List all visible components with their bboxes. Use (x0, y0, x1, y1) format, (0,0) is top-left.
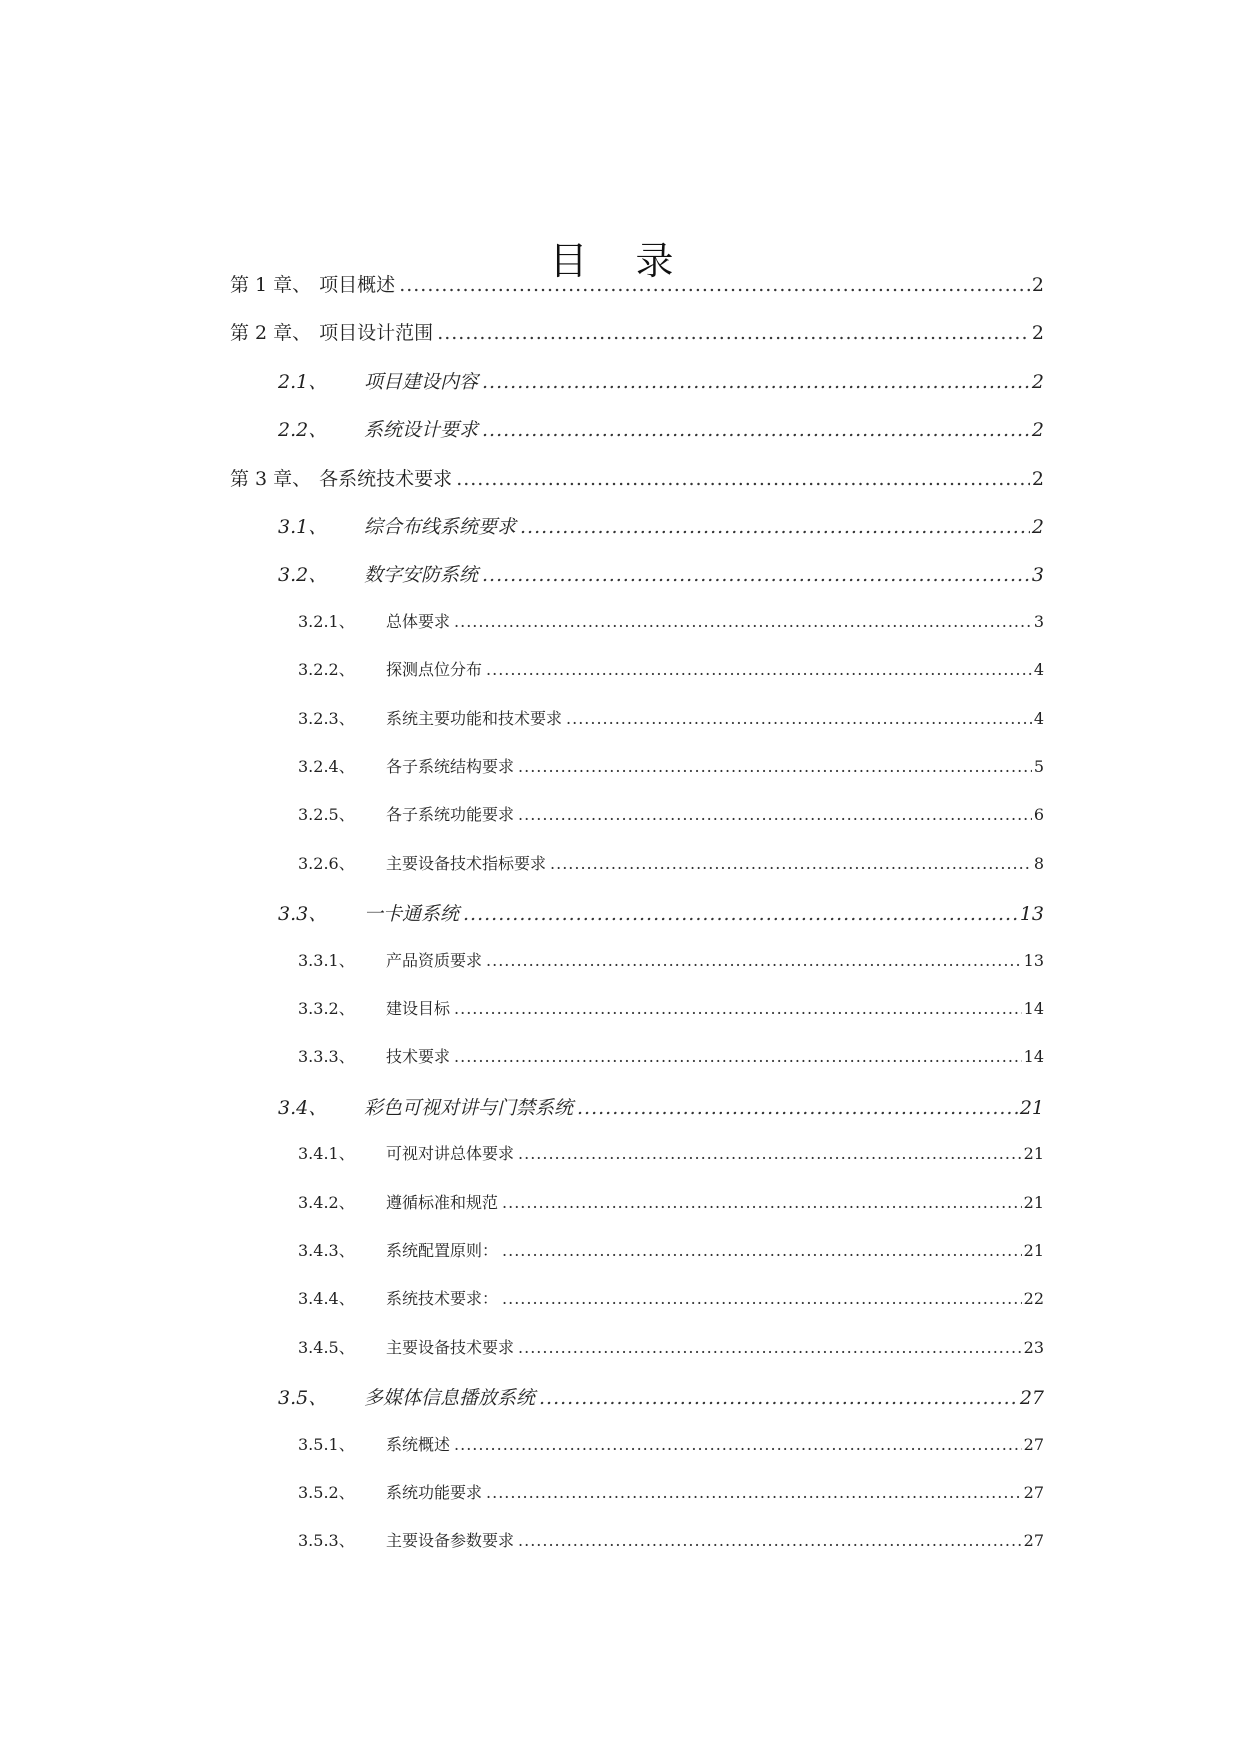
toc-entry-label: 各系统技术要求 (319, 467, 453, 490)
toc-entry-page-number: 2 (1031, 419, 1044, 442)
toc-entry-page-number: 27 (1019, 1387, 1044, 1410)
toc-dot-leader (550, 854, 1032, 873)
toc-entry[interactable] (298, 1190, 1044, 1220)
toc-entry-label: 项目建设内容 (364, 370, 479, 393)
toc-entry-page-number: 4 (1033, 660, 1044, 680)
toc-entry-page-number: 21 (1019, 1096, 1044, 1119)
toc-entry-label: 系统技术要求： (386, 1289, 499, 1309)
toc-entry[interactable] (278, 1383, 1044, 1413)
toc-entry-label: 各子系统结构要求 (386, 757, 515, 776)
toc-entry-number: 3.3.3、 (298, 1047, 355, 1067)
toc-dot-leader (399, 274, 1030, 296)
toc-entry[interactable] (298, 1286, 1044, 1316)
toc-entry-label: 数字安防系统 (364, 564, 479, 587)
toc-entry-label: 彩色可视对讲与门禁系统 (364, 1096, 574, 1119)
toc-entry-number: 3.5.1、 (298, 1434, 355, 1454)
toc-entry-label: 多媒体信息播放系统 (364, 1387, 536, 1410)
toc-dot-leader (482, 564, 1030, 586)
toc-entry-page-number: 27 (1023, 1483, 1044, 1502)
toc-entry-label: 主要设备技术要求 (386, 1337, 515, 1357)
toc-entry-number: 第 2 章、 (230, 322, 312, 345)
toc-entry-page-number: 22 (1023, 1289, 1044, 1309)
toc-entry[interactable] (298, 802, 1044, 832)
toc-entry[interactable] (230, 464, 1044, 494)
page-title: 目 录 (549, 239, 692, 284)
toc-entry-label: 综合布线系统要求 (364, 516, 517, 538)
toc-entry-page-number: 23 (1023, 1337, 1044, 1357)
toc-entry[interactable] (298, 609, 1044, 639)
toc-entry-page-number: 14 (1023, 1047, 1044, 1067)
toc-entry-label: 总体要求 (386, 611, 451, 631)
toc-entry-number: 3.3.1、 (298, 950, 355, 970)
toc-dot-leader (463, 903, 1018, 925)
toc-entry[interactable] (278, 367, 1044, 397)
toc-entry[interactable] (298, 996, 1044, 1026)
toc-entry-number: 3.2、 (278, 564, 328, 587)
toc-entry[interactable] (298, 851, 1044, 881)
toc-dot-leader (502, 1193, 1022, 1212)
toc-entry-page-number: 2 (1031, 370, 1044, 393)
toc-entry-label: 系统主要功能和技术要求 (386, 708, 563, 728)
toc-entry-number: 3.3.2、 (298, 999, 355, 1018)
toc-entry-page-number: 21 (1023, 1144, 1044, 1164)
toc-entry-number: 3.2.5、 (298, 805, 355, 825)
toc-entry-number: 3.2.4、 (298, 757, 355, 776)
toc-entry-number: 3.5.3、 (298, 1531, 355, 1551)
toc-entry[interactable] (278, 560, 1044, 590)
toc-entry-page-number: 2 (1031, 516, 1044, 538)
toc-entry-number: 3.2.2、 (298, 660, 355, 680)
toc-entry[interactable] (278, 1093, 1044, 1123)
toc-dot-leader (518, 805, 1032, 824)
toc-entry-number: 3.5.2、 (298, 1483, 355, 1502)
toc-entry-page-number: 21 (1023, 1192, 1044, 1212)
toc-entry[interactable] (298, 706, 1044, 736)
toc-entry-page-number: 21 (1023, 1241, 1044, 1260)
toc-entry-page-number: 2 (1031, 322, 1044, 345)
toc-entry-number: 3.4.3、 (298, 1241, 355, 1260)
toc-entry-label: 主要设备技术指标要求 (386, 853, 547, 873)
toc-entry[interactable] (298, 1044, 1044, 1074)
toc-entry[interactable] (298, 1335, 1044, 1365)
toc-entry-page-number: 13 (1023, 950, 1044, 970)
toc-entry[interactable] (230, 318, 1044, 348)
toc-entry-label: 各子系统功能要求 (386, 805, 515, 825)
toc-entry-page-number: 2 (1031, 274, 1044, 296)
toc-entry-number: 3.4.1、 (298, 1144, 355, 1164)
toc-entry[interactable] (278, 899, 1044, 929)
toc-dot-leader (539, 1387, 1018, 1409)
toc-entry-page-number: 27 (1023, 1531, 1044, 1551)
toc-entry-number: 第 1 章、 (230, 274, 312, 296)
toc-entry[interactable] (298, 1432, 1044, 1462)
toc-entry[interactable] (230, 270, 1044, 300)
toc-entry-label: 系统功能要求 (386, 1483, 483, 1502)
toc-entry-label: 主要设备参数要求 (386, 1531, 515, 1551)
toc-dot-leader (482, 419, 1030, 441)
toc-entry-label: 系统设计要求 (364, 419, 479, 442)
toc-entry-page-number: 4 (1033, 708, 1044, 728)
toc-dot-leader (456, 468, 1030, 490)
toc-dot-leader (577, 1097, 1018, 1119)
toc-entry-number: 3.4.4、 (298, 1289, 355, 1309)
toc-entry-number: 3.4.2、 (298, 1192, 355, 1212)
toc-entry[interactable] (298, 754, 1044, 784)
toc-entry-label: 建设目标 (386, 999, 451, 1018)
toc-dot-leader (520, 516, 1030, 538)
toc-entry-page-number: 2 (1031, 467, 1044, 490)
toc-entry-page-number: 6 (1033, 805, 1044, 825)
toc-dot-leader (486, 951, 1022, 970)
toc-entry-label: 产品资质要求 (386, 950, 483, 970)
toc-dot-leader (454, 1435, 1022, 1454)
toc-entry-page-number: 14 (1023, 999, 1044, 1018)
toc-dot-leader (454, 1047, 1022, 1066)
toc-entry[interactable] (298, 657, 1044, 687)
toc-entry-number: 3.5、 (278, 1387, 328, 1410)
toc-entry-number: 2.2、 (278, 419, 328, 442)
toc-entry-number: 3.2.1、 (298, 611, 355, 631)
toc-entry[interactable] (278, 512, 1044, 542)
toc-dot-leader (518, 757, 1032, 776)
toc-dot-leader (482, 371, 1030, 393)
toc-dot-leader (486, 1483, 1022, 1502)
toc-dot-leader (518, 1144, 1022, 1163)
toc-entry[interactable] (298, 1238, 1044, 1268)
toc-entry-number: 3.3、 (278, 903, 328, 926)
toc-dot-leader (566, 709, 1032, 728)
toc-entry-page-number: 13 (1019, 903, 1044, 926)
toc-entry-page-number: 3 (1031, 564, 1044, 587)
toc-entry[interactable] (298, 948, 1044, 978)
toc-entry-label: 探测点位分布 (386, 660, 483, 680)
toc-entry-number: 3.2.3、 (298, 708, 355, 728)
toc-entry[interactable] (298, 1528, 1044, 1558)
toc-entry-label: 遵循标准和规范 (386, 1192, 499, 1212)
toc-entry[interactable] (278, 415, 1044, 445)
toc-entry-label: 一卡通系统 (364, 903, 460, 926)
toc-entry-label: 可视对讲总体要求 (386, 1144, 515, 1164)
toc-entry-number: 3.4、 (278, 1096, 328, 1119)
toc-entry-number: 3.2.6、 (298, 853, 355, 873)
toc-dot-leader (502, 1289, 1022, 1308)
toc-entry-label: 系统配置原则： (386, 1241, 499, 1260)
toc-dot-leader (486, 660, 1032, 679)
toc-entry-label: 项目设计范围 (319, 322, 434, 345)
toc-entry-label: 系统概述 (386, 1434, 451, 1454)
toc-entry-number: 3.4.5、 (298, 1337, 355, 1357)
toc-entry[interactable] (298, 1141, 1044, 1171)
toc-entry-page-number: 3 (1033, 611, 1044, 631)
toc-dot-leader (518, 1338, 1022, 1357)
toc-dot-leader (454, 612, 1032, 631)
toc-entry-label: 技术要求 (386, 1047, 451, 1067)
toc-dot-leader (502, 1241, 1022, 1260)
toc-entry-page-number: 8 (1033, 853, 1044, 873)
toc-entry-label: 项目概述 (319, 274, 396, 296)
toc-entry-number: 3.1、 (278, 516, 328, 538)
toc-entry[interactable] (298, 1480, 1044, 1510)
toc-dot-leader (454, 999, 1022, 1018)
toc-entry-number: 第 3 章、 (230, 467, 312, 490)
toc-entry-page-number: 5 (1033, 757, 1044, 776)
toc-dot-leader (437, 322, 1030, 344)
toc-entry-page-number: 27 (1023, 1434, 1044, 1454)
toc-entry-number: 2.1、 (278, 370, 328, 393)
toc-dot-leader (518, 1531, 1022, 1550)
